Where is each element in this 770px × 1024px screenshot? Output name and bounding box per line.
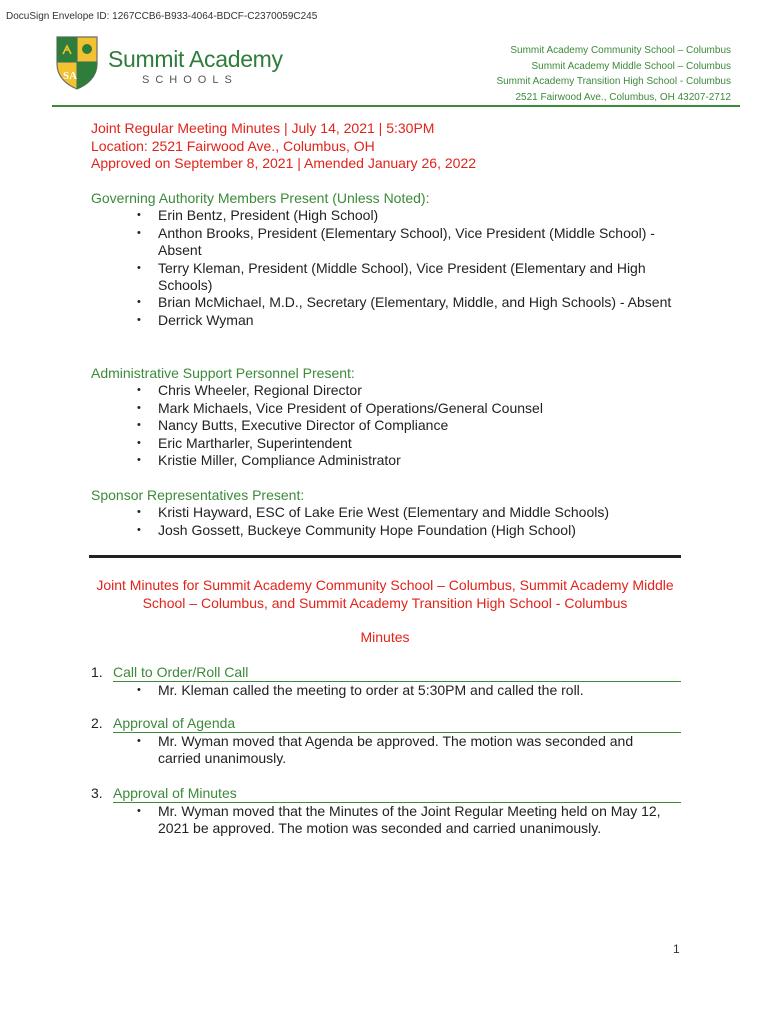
- agenda-item-number: 3.: [91, 785, 103, 801]
- agenda-item-number: 1.: [91, 664, 103, 680]
- list-item: • Chris Wheeler, Regional Director: [91, 382, 691, 399]
- agenda-item-title: Approval of Agenda: [113, 715, 236, 731]
- list-item: • Anthon Brooks, President (Elementary School), Vice President (Middle School) - Absent: [91, 225, 691, 260]
- address-line: 2521 Fairwood Ave., Columbus, OH 43207-2712: [515, 91, 731, 103]
- list-item: • Josh Gossett, Buckeye Community Hope Foundation (High School): [91, 522, 691, 539]
- personnel-list: [91, 382, 691, 469]
- agenda-item-text: • Mr. Wyman moved that Agenda be approved. The motion was seconded and carried unanimously.: [91, 733, 681, 768]
- docusign-envelope-id: DocuSign Envelope ID: 1267CCB6-B933-4064-BDCF-C2370059C245: [6, 11, 318, 22]
- agenda-item-number: 2.: [91, 715, 103, 731]
- list-item: • Terry Kleman, President (Middle School), Vice President (Elementary and High Schools): [91, 260, 691, 295]
- address-line: Summit Academy Transition High School - Columbus: [496, 76, 731, 87]
- school-name: Summit Academy: [108, 46, 283, 72]
- sponsor-list: [91, 504, 691, 539]
- crest-monogram: SA: [63, 70, 78, 82]
- school-wordmark: [108, 46, 283, 86]
- member-list: [91, 207, 691, 329]
- list-item: • Erin Bentz, President (High School): [91, 207, 691, 224]
- admin-personnel-section: [91, 365, 691, 469]
- list-item: • Nancy Butts, Executive Director of Compliance: [91, 417, 691, 434]
- summit-academy-crest-logo: [54, 34, 100, 90]
- list-item: • Kristi Hayward, ESC of Lake Erie West (Elementary and Middle Schools): [91, 504, 691, 521]
- governing-members-section: [91, 190, 691, 329]
- agenda-item: [91, 785, 681, 838]
- section-heading: Administrative Support Personnel Present:: [91, 365, 355, 381]
- school-subtitle: SCHOOLS: [142, 74, 238, 86]
- list-item: • Mark Michaels, Vice President of Operations/General Counsel: [91, 400, 691, 417]
- section-heading: Sponsor Representatives Present:: [91, 487, 305, 503]
- sponsor-section: [91, 487, 691, 539]
- list-item: • Derrick Wyman: [91, 312, 691, 329]
- meeting-title: Joint Regular Meeting Minutes | July 14, 2021 | 5:30PM: [91, 120, 435, 136]
- agenda-item: [91, 664, 681, 699]
- header-divider: [52, 105, 740, 107]
- agenda-item-text: • Mr. Wyman moved that the Minutes of the Joint Regular Meeting held on May 12, 2021 be approved. The motion was seconded and carried unanimously.: [91, 803, 681, 838]
- address-line: Summit Academy Middle School – Columbus: [531, 60, 731, 72]
- list-item: • Kristie Miller, Compliance Administrator: [91, 452, 691, 469]
- section-heading: Governing Authority Members Present (Unless Noted):: [91, 190, 430, 206]
- school-address-block: [496, 43, 731, 105]
- agenda-item-title: Approval of Minutes: [113, 785, 237, 801]
- list-item: • Eric Martharler, Superintendent: [91, 435, 691, 452]
- meeting-info: [91, 120, 476, 173]
- joint-minutes-title: Joint Minutes for Summit Academy Community School – Columbus, Summit Academy Middle School – Columbus, and Summit Academy Transition High School - Columbus: [96, 577, 674, 611]
- meeting-location: Location: 2521 Fairwood Ave., Columbus, OH: [91, 137, 375, 154]
- page-number: 1: [673, 942, 680, 956]
- address-line: Summit Academy Community School – Columbus: [510, 45, 731, 56]
- agenda-item-text: • Mr. Kleman called the meeting to order at 5:30PM and called the roll.: [91, 682, 681, 699]
- agenda-item-title: Call to Order/Roll Call: [113, 664, 249, 680]
- meeting-approval: Approved on September 8, 2021 | Amended January 26, 2022: [91, 155, 477, 171]
- minutes-heading: Minutes: [360, 629, 410, 645]
- agenda-item: [91, 715, 681, 768]
- section-divider: [89, 555, 681, 558]
- list-item: • Brian McMichael, M.D., Secretary (Elementary, Middle, and High Schools) - Absent: [91, 294, 691, 311]
